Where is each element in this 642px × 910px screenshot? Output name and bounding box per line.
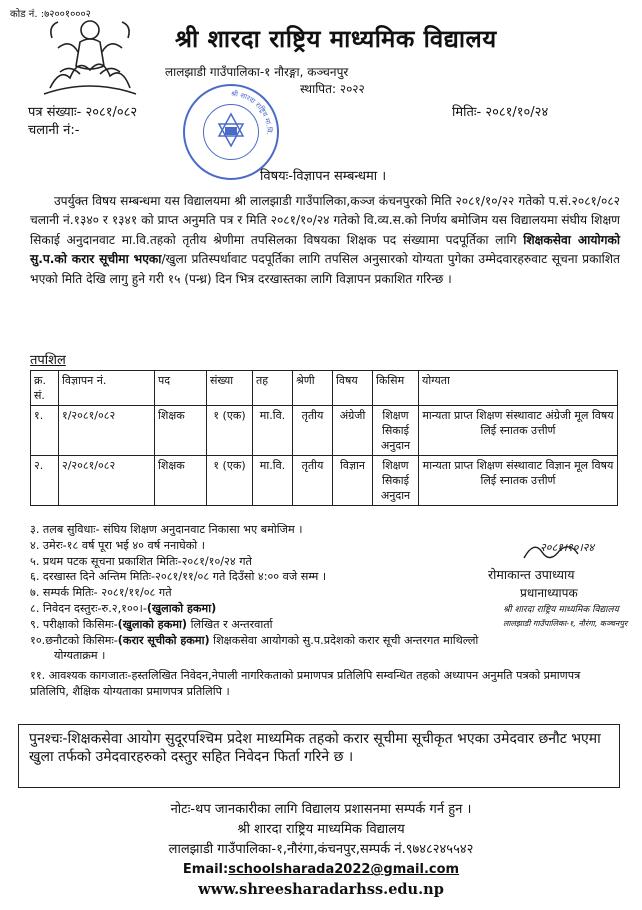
stamp-line1: श्री शारदा राष्ट्रिय माध्यमिक विद्यालय <box>503 605 619 615</box>
signer-name: रोमाकान्त उपाध्याय <box>488 567 575 582</box>
th-ad-no: विज्ञापन नं. <box>59 371 155 406</box>
footer-note: नोटः-थप जानकारीका लागि विद्यालय प्रशासनमा सम्पर्क गर्न हुन । <box>170 802 472 817</box>
cell-qualification: मान्यता प्राप्त शिक्षण संस्थावाट विज्ञान मूल विषय लिई स्नातक उत्तीर्ण <box>419 456 618 506</box>
item-selection <box>30 633 478 649</box>
table-row <box>31 406 618 456</box>
th-post: पद <box>155 371 207 406</box>
postscript-box: पुनश्चः-शिक्षकसेवा आयोग सुदूरपश्चिम प्रदेश माध्यमिक तहको करार सूचीमा सूचीकृत भएका उमेदवार छनौट भएमा खुला तर्फको उमेदवारहरुको दस्तुर सहित निवेदन फिर्ता गरिने छ । <box>18 724 620 788</box>
footer-website[interactable]: www.shreesharadarhss.edu.np <box>198 881 444 898</box>
item-fee-text: ८. निवेदन दस्तुरः-रु.२,१००।- <box>30 601 147 615</box>
item-exam-type: लिखित र अन्तरवार्ता <box>187 617 273 631</box>
item-selection-cont: योग्यताक्रम । <box>54 649 106 663</box>
th-sn: क्र. सं. <box>31 371 59 406</box>
school-name: श्री शारदा राष्ट्रिय माध्यमिक विद्यालय <box>175 25 497 53</box>
email-link[interactable]: schoolsharada2022@gmail.com <box>228 862 460 877</box>
notice-body <box>30 192 620 289</box>
footer-school: श्री शारदा राष्ट्रिय माध्यमिक विद्यालय <box>237 822 405 837</box>
cell-qualification: मान्यता प्राप्त शिक्षण संस्थावाट अंग्रेजी मूल विषय लिई स्नातक उत्तीर्ण <box>419 406 618 456</box>
letter-date: मितिः- २०८१/१०/२४ <box>452 105 549 120</box>
saraswati-logo-icon <box>30 8 150 100</box>
established-year: स्थापित: २०२२ <box>300 82 365 96</box>
cell-post: शिक्षक <box>155 456 207 506</box>
dispatch-number: चलानी नं:- <box>28 123 80 138</box>
item-exam-open: (खुलाको हकमा) <box>117 617 188 631</box>
body-part2: /खुला प्रतिस्पर्धावाट पदपूर्तिका लागि तपसिल अनुसारको योग्यता पुगेका उम्मेदवारहरुवाट सूचना प्रकाशित भएको मिति देखि लागु हुने गरी १५ (पन्ध्र) दिन भित्र दरखास्तका लागि विज्ञापन प्रकाशित गरिन्छ । <box>30 252 620 286</box>
th-count: संख्या <box>207 371 253 406</box>
table-header-row <box>31 371 618 406</box>
cell-ad-no: १/२०८१/०८२ <box>59 406 155 456</box>
email-label: Email: <box>182 862 229 877</box>
body-part1: उपर्युक्त विषय सम्बन्धमा यस विद्यालयमा श्री लालझाडी गाउँपालिका,कञ्ज कंचनपुरको मिति २०८१/१०/२२ गतेको प.सं.२०८१/०८२ चलानी नं.१३४० र १३४१ को प्राप्त अनुमति पत्र र मिति २०८१/१०/२४ गतेको वि.व्य.स.को निर्णय बमोजिम यस विद्यालयमा संघीय शिक्षण सिकाई अनुदानवाट मा.वि.तहको तृतीय श्रेणीमा तपसिलका विषयका शिक्षक पद संख्यामा पदपूर्तिका लागि <box>30 194 620 247</box>
conditions-list <box>30 522 478 664</box>
th-class: श्रेणी <box>293 371 333 406</box>
school-code: कोड नं. :७२००१०००२ <box>10 9 91 20</box>
footer-email <box>0 862 642 877</box>
item-fee-open: (खुलाको हकमा) <box>146 601 217 615</box>
item-contact-date: ७. सम्पर्क मितिः- २०८१/११/०८ गते <box>30 586 172 600</box>
cell-post: शिक्षक <box>155 406 207 456</box>
item-selection-label: १०.छनौटको किसिमः- <box>30 633 118 647</box>
cell-sn: १. <box>31 406 59 456</box>
table-row <box>31 456 618 506</box>
th-type: किसिम <box>373 371 419 406</box>
item-fee <box>30 601 478 617</box>
cell-type: शिक्षण सिकाई अनुदान <box>373 406 419 456</box>
item-documents: ११. आवश्यक कागजातः-हस्तलिखित निवेदन,नेपाली नागरिकताको प्रमाणपत्र प्रतिलिपि सम्वन्धित तहको अध्यापन अनुमति पत्रको प्रमाणपत्र प्रतिलिपि, शैक्षिक योग्यताका प्रमाणपत्र प्रतिलिपि । <box>30 669 581 698</box>
cell-class: तृतीय <box>293 456 333 506</box>
cell-subject: विज्ञान <box>333 456 373 506</box>
cell-subject: अंग्रेजी <box>333 406 373 456</box>
footer-contact: लालझाडी गाउँपालिका-१,नौरंगा,कंचनपुर,सम्पर्क नं.९७४८२४५५४२ <box>168 842 474 857</box>
signer-title: प्रधानाध्यापक <box>520 586 578 600</box>
item-first-publish: ५. प्रथम पटक सूचना प्रकाशित मितिः-२०८१/१०/२४ गते <box>30 554 252 568</box>
stamp-line2: लालझाडी गाउँपालिका-१, नौरंगा, कञ्चनपुर <box>503 619 628 628</box>
th-qualification: योग्यता <box>419 371 618 406</box>
cell-class: तृतीय <box>293 406 333 456</box>
th-level: तह <box>253 371 293 406</box>
cell-count: १ (एक) <box>207 406 253 456</box>
cell-level: मा.वि. <box>253 456 293 506</box>
item-age: ४. उमेरः-१८ वर्ष पूरा भई ४० वर्ष ननाघेको । <box>30 538 206 552</box>
tapsil-label: तपशिल <box>30 353 66 368</box>
item-selection-contract: (करार सूचीको हकमा) <box>117 633 210 647</box>
cell-ad-no: २/२०८१/०८२ <box>59 456 155 506</box>
letter-number: पत्र संख्याः- २०८१/०८२ <box>28 105 138 120</box>
signature-date: २०८१।१०।२४ <box>540 541 595 554</box>
item-salary: ३. तलब सुविधाः- संघिय शिक्षण अनुदानवाट निकासा भए बमोजिम । <box>30 523 303 536</box>
th-subject: विषय <box>333 371 373 406</box>
cell-sn: २. <box>31 456 59 506</box>
seal-ring-text: श्री शारदा राष्ट्रिय मा.वि. <box>230 89 274 136</box>
cell-type: शिक्षण सिकाई अनुदान <box>373 456 419 506</box>
svg-text:श्री शारदा राष्ट्रिय मा.वि. <box>231 89 274 135</box>
item-exam <box>30 617 478 633</box>
subject-line: विषयः-विज्ञापन सम्बन्धमा । <box>260 169 387 184</box>
cell-level: मा.वि. <box>253 406 293 456</box>
school-address: लालझाडी गाउँपालिका-१ नौरङ्गा, कञ्चनपुर <box>165 65 349 79</box>
cell-count: १ (एक) <box>207 456 253 506</box>
item-deadline: ६. दरखास्त दिने अन्तिम मितिः-२०८१/११/०८ गते दिउँसो ४:०० वजे सम्म । <box>30 570 327 584</box>
item-exam-label: ९. परीक्षाको किसिमः- <box>30 617 118 631</box>
body-bold: शिक्षकसेवा आयोगको सु.प.को करार सूचीमा भएका <box>30 232 620 267</box>
item-selection-text: शिक्षकसेवा आयोगको सु.प.प्रदेशको करार सूची अन्तरगत माथिल्लो <box>209 633 479 647</box>
vacancy-table <box>30 370 618 506</box>
